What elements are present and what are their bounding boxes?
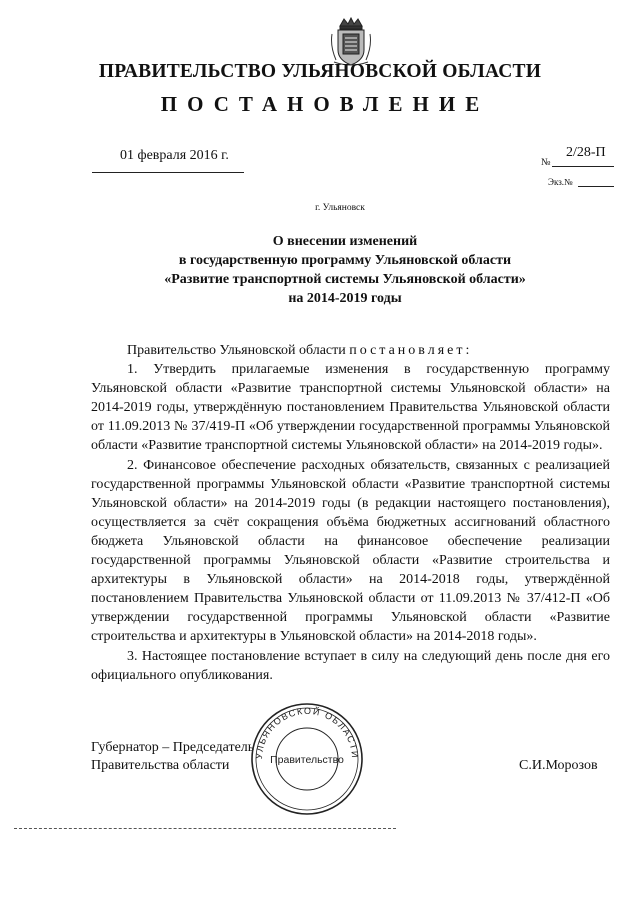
signatory-role-line-1: Губернатор – Председатель — [91, 740, 255, 755]
copy-number-label: Экз.№ — [548, 177, 573, 187]
city-label: г. Ульяновск — [315, 203, 365, 213]
signatory-name: С.И.Морозов — [519, 758, 598, 773]
paragraph-2: 2. Финансовое обеспечение расходных обязательств, связанных с реализацией государственной программы Ульяновской области «Развитие транспортной системы Ульяновской области» на 2014-2019 годы (в редакции настоящего постановления), осуществляется за счёт сокращения объёма бюджетных ассигнований областного бюджета Ульяновской области на финансовое обеспечение реализации государственной программы Ульяновской области «Развитие строительства и архитектуры в Ульяновской области» на 2014-2018 годы, утверждённой постановлением Правительства Ульяновской области от 11.09.2013 № 37/412-П «Об утверждении государственной программы Ульяновской области «Развитие строительства и архитектуры в Ульяновской области» на 2014-2018 годы». — [91, 457, 610, 645]
copy-number-underline — [578, 186, 614, 187]
decree-number: 2/28-П — [566, 145, 606, 160]
subject-line: О внесении изменений — [272, 234, 418, 249]
intro-lead: Правительство Ульяновской области — [127, 343, 346, 358]
seal-ring-text: УЛЬЯНОВСКОЙ ОБЛАСТИ — [253, 705, 361, 760]
subject-line: «Развитие транспортной системы Ульяновской области» — [164, 272, 526, 287]
decree-title: ПОСТАНОВЛЕНИЕ — [160, 92, 490, 116]
number-underline — [552, 166, 614, 167]
signatory-role-line-2: Правительства области — [91, 758, 230, 773]
decree-date: 01 февраля 2016 г. — [120, 148, 229, 163]
paragraph-3: 3. Настоящее постановление вступает в силу на следующий день после дня его официального опубликования. — [91, 648, 610, 683]
intro-verb: постановляет: — [349, 343, 473, 358]
paragraph-1: 1. Утвердить прилагаемые изменения в государственную программу Ульяновской области «Развитие транспортной системы Ульяновской области» на 2014-2019 годы, утверждённую постановлением Правительства Ульяновской области от 11.09.2013 № 37/419-П «Об утверждении государственной программы Ульяновской области «Развитие транспортной системы Ульяновской области» на 2014-2019 годы». — [91, 362, 610, 454]
subject-line: в государственную программу Ульяновской области — [178, 253, 512, 268]
date-underline — [92, 172, 244, 173]
footer-divider — [14, 828, 396, 829]
number-sign: № — [541, 157, 551, 168]
subject-line: на 2014-2019 годы — [288, 291, 402, 306]
decree-body — [91, 341, 610, 685]
seal-center-text: Правительство — [270, 754, 344, 766]
government-title: ПРАВИТЕЛЬСТВО УЛЬЯНОВСКОЙ ОБЛАСТИ — [98, 61, 542, 82]
official-seal — [240, 700, 375, 818]
intro-paragraph — [91, 341, 610, 360]
